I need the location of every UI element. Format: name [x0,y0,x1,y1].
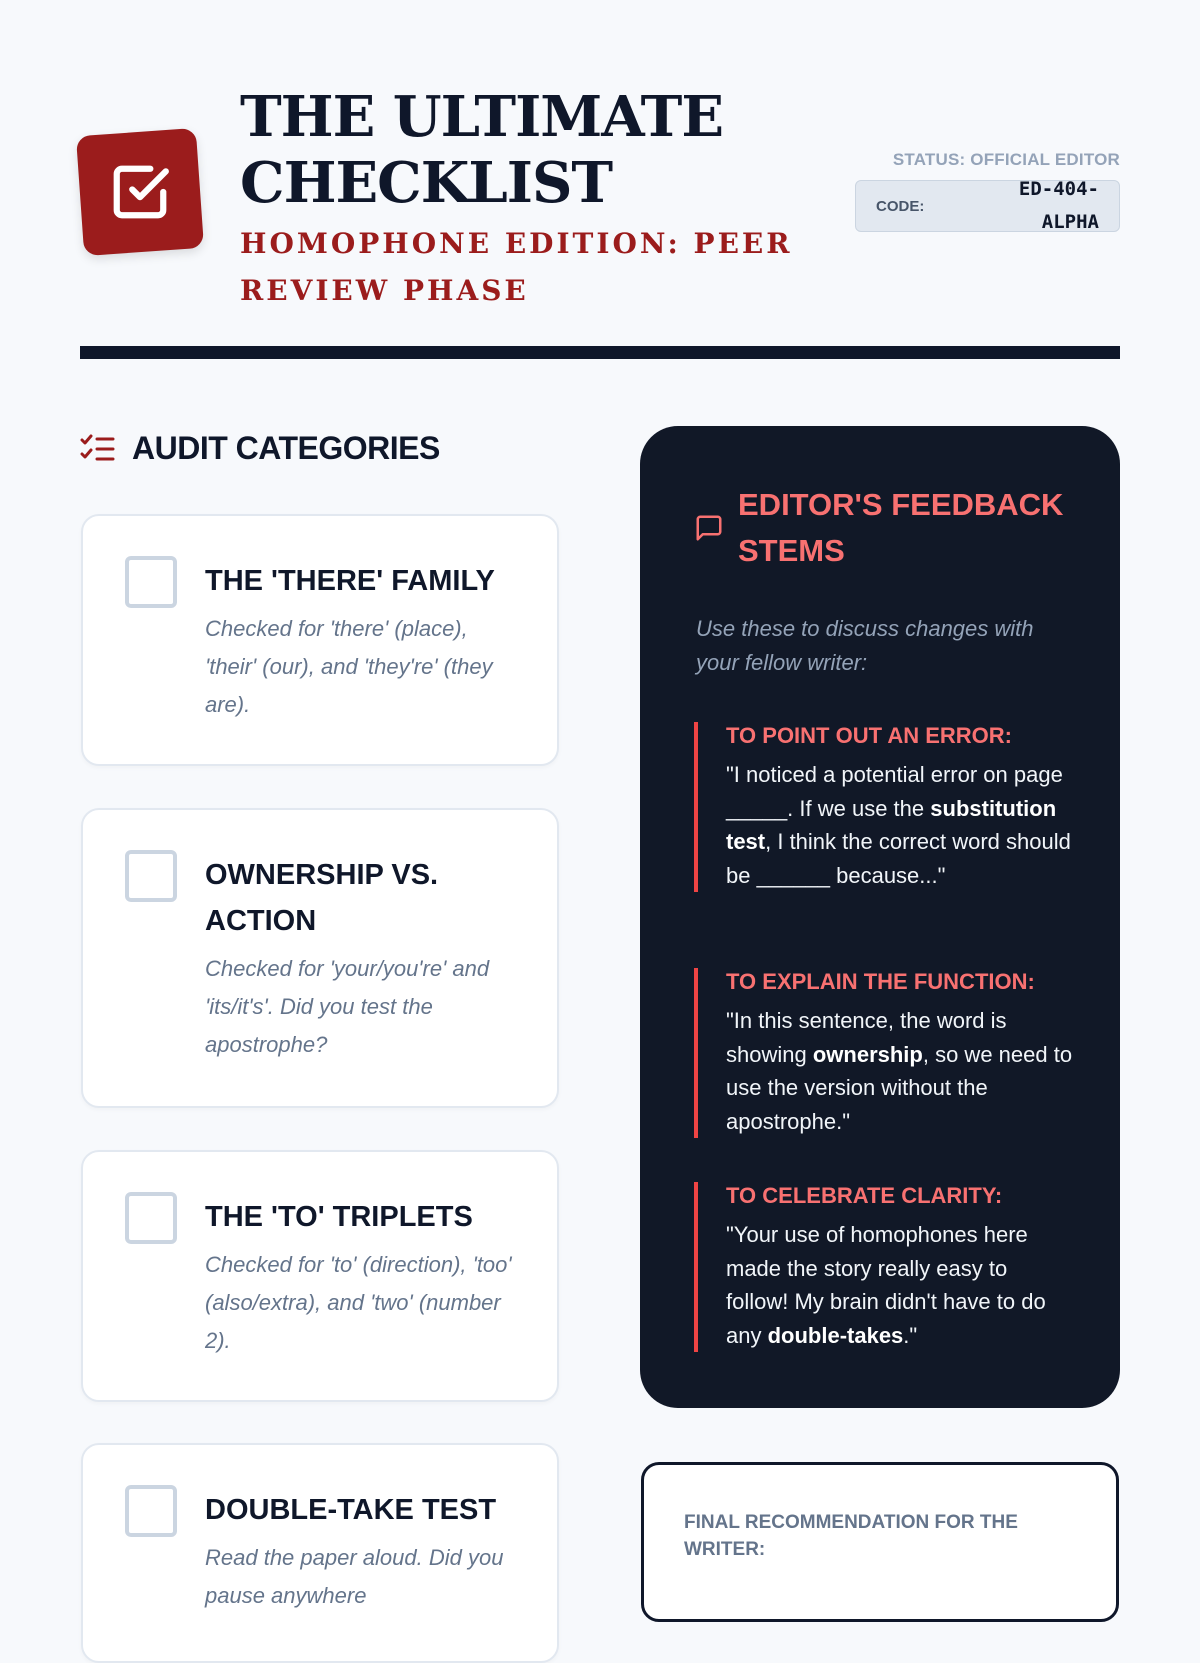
stem-text: "Your use of homophones here made the story really easy to follow! My brain didn't have to do any double-takes." [726,1222,1046,1348]
audit-card [81,1443,559,1663]
final-recommendation-box[interactable] [641,1462,1119,1622]
audit-card-title: DOUBLE-TAKE TEST [205,1494,497,1526]
final-recommendation-label: FINAL RECOMMENDATION FOR THE WRITER: [684,1512,1018,1560]
audit-card [81,808,559,1108]
stem-label: TO EXPLAIN THE FUNCTION: [726,969,1035,994]
audit-card-title: OWNERSHIP VS. ACTION [205,859,439,937]
code-badge [855,180,1120,232]
feedback-stem [694,722,1074,892]
feedback-stem [694,968,1074,1138]
feedback-stem [694,1182,1074,1352]
checkbox-checked-icon [109,161,171,223]
audit-checkbox[interactable] [125,556,177,608]
audit-card-description: Checked for 'your/you're' and 'its/it's'. Did you test the apostrophe? [205,956,490,1057]
audit-checkbox[interactable] [125,850,177,902]
audit-heading: AUDIT CATEGORIES [132,430,440,466]
stem-label: TO CELEBRATE CLARITY: [726,1183,1003,1208]
audit-card-title: THE 'THERE' FAMILY [205,565,495,597]
stem-label: TO POINT OUT AN ERROR: [726,723,1012,748]
audit-checkbox[interactable] [125,1485,177,1537]
audit-card [81,514,559,766]
logo [76,128,204,256]
page-title: THE ULTIMATE CHECKLIST [240,84,724,216]
stem-text: "In this sentence, the word is showing ownership, so we need to use the version without the apostrophe." [726,1008,1073,1134]
code-value: ED-404-ALPHA [1018,178,1099,233]
stem-text: "I noticed a potential error on page _____. If we use the substitution test, I think the correct word should be ______ because..." [726,762,1071,888]
message-square-icon [694,513,724,543]
page-subtitle: HOMOPHONE EDITION: PEER REVIEW PHASE [240,227,793,307]
feedback-heading [694,482,1068,574]
audit-section-heading [80,430,440,467]
status-label: STATUS: OFFICIAL EDITOR [892,150,1120,169]
audit-card-description: Read the paper aloud. Did you pause anywhere [205,1545,504,1608]
audit-card-description: Checked for 'to' (direction), 'too' (also/extra), and 'two' (number 2). [205,1252,512,1353]
audit-card [81,1150,559,1402]
code-label: CODE: [876,197,925,215]
header-divider [80,346,1120,359]
audit-card-title: THE 'TO' TRIPLETS [205,1201,473,1233]
feedback-panel [640,426,1120,1408]
list-checks-icon [80,433,116,465]
status-block [855,150,1120,232]
audit-card-description: Checked for 'there' (place), 'their' (our), and 'they're' (they are). [205,616,493,717]
feedback-title: EDITOR'S FEEDBACK STEMS [738,487,1064,568]
audit-checkbox[interactable] [125,1192,177,1244]
feedback-intro: Use these to discuss changes with your fellow writer: [696,616,1034,675]
title-block [240,84,800,314]
